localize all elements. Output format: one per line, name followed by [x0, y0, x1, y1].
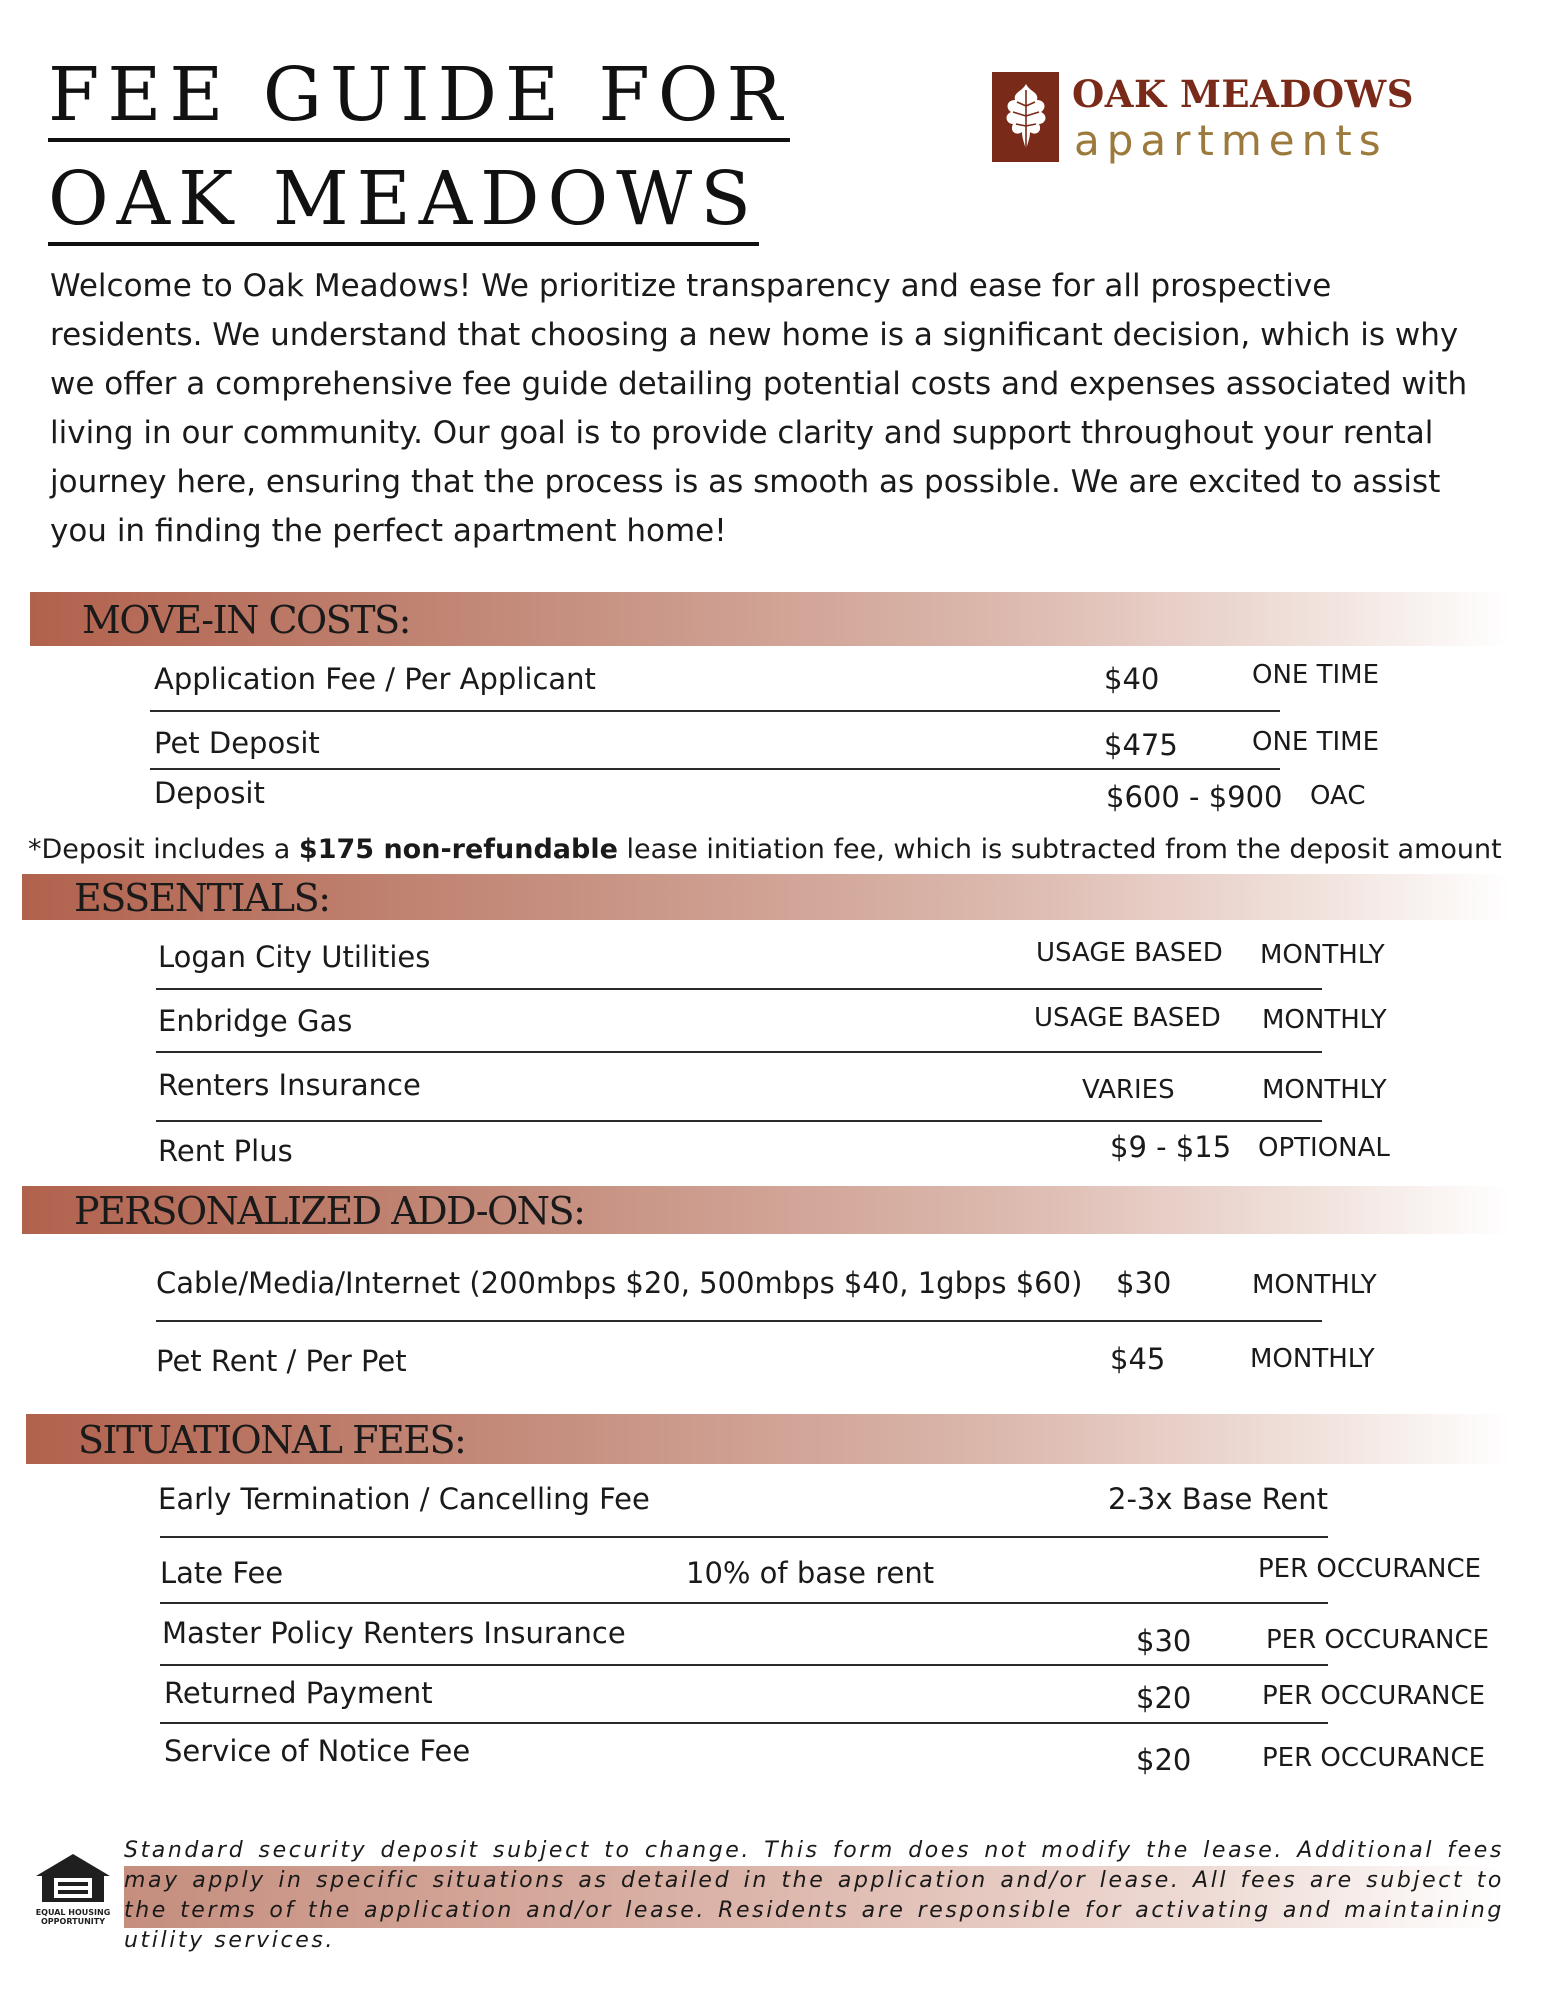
fee-frequency: PER OCCURANCE [1258, 1554, 1482, 1584]
brand-logo [992, 72, 1412, 167]
fee-amount: $20 [1136, 1681, 1192, 1715]
fee-frequency: MONTHLY [1262, 1005, 1387, 1035]
fee-amount: $20 [1136, 1743, 1192, 1777]
divider [160, 1602, 1328, 1604]
divider [156, 988, 1322, 990]
fee-amount: $600 - $900 [1106, 780, 1283, 814]
fee-frequency: MONTHLY [1260, 940, 1385, 970]
fee-name: Enbridge Gas [158, 1004, 353, 1038]
fee-amount: 10% of base rent [686, 1556, 935, 1590]
fee-name: Pet Deposit [154, 726, 320, 760]
footnote-suffix: lease initiation fee, which is subtracted from the deposit amount [617, 834, 1502, 865]
equal-housing-logo [32, 1852, 114, 1926]
fee-name: Late Fee [160, 1556, 284, 1590]
page-title-line1: FEE GUIDE FOR [48, 58, 790, 142]
fee-frequency: PER OCCURANCE [1262, 1681, 1486, 1711]
fee-amount: $30 [1116, 1266, 1172, 1300]
section-heading-addons: PERSONALIZED ADD-ONS: [74, 1189, 585, 1233]
section-band-addons [22, 1186, 1510, 1234]
fee-amount: $45 [1110, 1342, 1166, 1376]
fee-amount: $30 [1136, 1624, 1192, 1658]
fee-name: Pet Rent / Per Pet [156, 1344, 407, 1378]
footnote-bold: $175 non-refundable [298, 834, 618, 865]
divider [156, 1120, 1322, 1122]
fee-frequency: PER OCCURANCE [1262, 1743, 1486, 1773]
fee-name: Returned Payment [164, 1676, 433, 1710]
page-title-line2: OAK MEADOWS [48, 162, 759, 246]
fee-frequency: OPTIONAL [1258, 1133, 1390, 1163]
fee-frequency: ONE TIME [1252, 660, 1380, 690]
fee-amount: $475 [1104, 728, 1178, 762]
fee-amount: VARIES [1082, 1075, 1175, 1105]
fee-frequency: PER OCCURANCE [1266, 1625, 1490, 1655]
fee-frequency: MONTHLY [1262, 1075, 1387, 1105]
fee-name: Deposit [154, 776, 265, 810]
fee-name: Cable/Media/Internet (200mbps $20, 500mbps $40, 1gbps $60) [156, 1266, 1083, 1300]
fee-name: Logan City Utilities [158, 940, 431, 974]
fee-name: Master Policy Renters Insurance [162, 1616, 626, 1650]
intro-paragraph: Welcome to Oak Meadows! We prioritize transparency and ease for all prospective residents. We understand that choosing a new home is a significant decision, which is why we offer a comprehensive fee guide detailing potential costs and expenses associated with living in our community. Our goal is to provide clarity and support throughout your rental journey here, ensuring that the process is as smooth as possible. We are excited to assist you in finding the perfect apartment home! [50, 268, 1468, 549]
equal-housing-label-2: OPPORTUNITY [40, 1917, 105, 1926]
deposit-footnote [28, 834, 1502, 865]
house-icon [32, 1852, 114, 1904]
divider [150, 710, 1280, 712]
section-heading-move-in: MOVE-IN COSTS: [82, 598, 410, 642]
logo-subtitle: apartments [1074, 116, 1388, 165]
fee-frequency: MONTHLY [1250, 1344, 1375, 1374]
fee-amount: $9 - $15 [1110, 1130, 1232, 1164]
fee-frequency: OAC [1310, 781, 1366, 811]
footnote-prefix: *Deposit includes a [28, 834, 299, 865]
section-heading-situational: SITUATIONAL FEES: [78, 1418, 466, 1462]
fee-amount: $40 [1104, 662, 1160, 696]
fee-frequency: MONTHLY [1252, 1270, 1377, 1300]
fee-amount: USAGE BASED [1036, 938, 1223, 968]
fee-name: Service of Notice Fee [164, 1734, 471, 1768]
fee-name: Rent Plus [158, 1134, 293, 1168]
section-band-move-in [30, 592, 1510, 646]
divider [160, 1722, 1328, 1724]
divider [156, 1051, 1322, 1053]
divider [160, 1664, 1328, 1666]
fee-name: Application Fee / Per Applicant [154, 662, 596, 696]
section-band-situational [26, 1414, 1510, 1464]
divider [160, 1536, 1328, 1538]
fee-amount: USAGE BASED [1034, 1003, 1221, 1033]
logo-name: OAK MEADOWS [1072, 72, 1414, 116]
equal-housing-label-1: EQUAL HOUSING [35, 1908, 111, 1917]
fee-amount: 2-3x Base Rent [1108, 1482, 1329, 1516]
oak-leaf-icon [992, 72, 1059, 162]
disclaimer-text: Standard security deposit subject to change. This form does not modify the lease. Additional fees may apply in specific situations as detailed in the application and/or lease. All fees are subject to the terms of the application and/or lease. Residents are responsible for activating and maintaining utility services. [124, 1838, 1504, 1953]
section-heading-essentials: ESSENTIALS: [74, 876, 330, 920]
fee-name: Early Termination / Cancelling Fee [158, 1482, 650, 1516]
section-band-essentials [22, 874, 1510, 920]
fee-frequency: ONE TIME [1252, 727, 1380, 757]
divider [156, 1320, 1322, 1322]
fee-name: Renters Insurance [158, 1068, 421, 1102]
divider [150, 768, 1280, 770]
disclaimer-block [124, 1836, 1504, 1956]
